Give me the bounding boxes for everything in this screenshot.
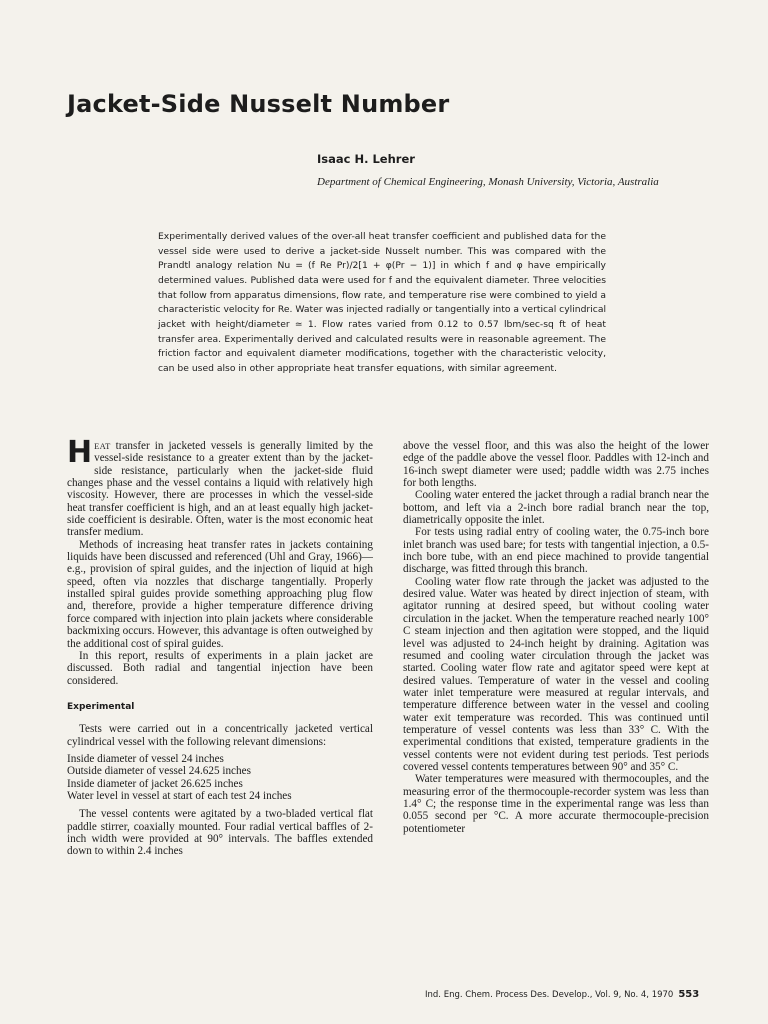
dimension-item: Water level in vessel at start of each test 24 inches (67, 789, 292, 802)
page-number: 553 (678, 989, 700, 1000)
dimension-list (67, 753, 373, 802)
page-footer (425, 989, 699, 1000)
left-column (67, 435, 373, 858)
body-paragraph: above the vessel floor, and this was also the height of the lower edge of the paddle above the vessel floor. Paddles with 12-inch and 16-inch swept diameter were used; paddle width was 2.75 inches for both lengths. (403, 440, 709, 490)
intro-paragraph (67, 435, 373, 539)
dimension-item: Inside diameter of jacket 26.625 inches (67, 777, 243, 790)
intro-text: transfer in jacketed vessels is generally limited by the vessel-side resistance to a greater extent than by the jacket-side resistance, particularly when the jacket-side fluid changes phase and the vessel contains a liquid with relatively high viscosity. However, there are processes in which the vessel-side heat transfer coefficient is high, and an at least equally high jacket-side coefficient is desirable. Often, water is the most economic heat transfer medium. (67, 440, 373, 539)
dimension-item: Inside diameter of vessel 24 inches (67, 752, 224, 765)
author-name: Isaac H. Lehrer (317, 152, 415, 166)
body-paragraph: Water temperatures were measured with thermocouples, and the measuring error of the thermocouple-recorder system was less than 1.4° C; the response time in the experimental range was less than 0.055 second per °C. A more accurate thermocouple-precision potentiometer (403, 773, 709, 835)
body-paragraph: In this report, results of experiments in a plain jacket are discussed. Both radial and tangential injection have been considered. (67, 649, 373, 687)
body-paragraph: Methods of increasing heat transfer rates in jackets containing liquids have been discussed and referenced (Uhl and Gray, 1966)—e.g., provision of spiral guides, and the injection of liquid at high speed, often via nozzles that discharge tangentially. Properly installed spiral guides provide something approaching plug flow and, therefore, provide a higher temperature difference driving force compared with injection into plain jackets where considerable backmixing occurs. However, this advantage is often outweighed by the additional cost of spiral guides. (67, 538, 373, 650)
author-affiliation: Department of Chemical Engineering, Monash University, Victoria, Australia (317, 176, 659, 188)
body-paragraph: For tests using radial entry of cooling water, the 0.75-inch bore inlet branch was used bare; for tests with tangential injection, a 0.5-inch bore tube, with an end piece machined to provide tangential discharge, was fitted through this branch. (403, 526, 709, 576)
article-title: Jacket-Side Nusselt Number (67, 90, 450, 118)
body-paragraph: Cooling water entered the jacket through a radial branch near the bottom, and left via a 2-inch bore radial branch near the top, diametrically opposite the inlet. (403, 489, 709, 527)
dimension-item: Outside diameter of vessel 24.625 inches (67, 765, 251, 778)
intro-smallcaps: EAT (94, 441, 111, 451)
body-paragraph: The vessel contents were agitated by a two-bladed vertical flat paddle stirrer, coaxially mounted. Four radial vertical baffles of 2-inch width were provided at 90° intervals. The baffles extended down to within 2.4 inches (67, 808, 373, 858)
body-paragraph: Cooling water flow rate through the jacket was adjusted to the desired value. Water was heated by direct injection of steam, with agitator running at desired speed, but without cooling water circulation in the jacket. When the temperature reached nearly 100° C steam injection and then agitation were stopped, and the liquid level was adjusted to 24-inch height by draining. Agitation was resumed and cooling water circulation through the jacket was started. Cooling water flow rate and agitator speed were kept at desired values. Temperature of water in the vessel and cooling water inlet temperature were measured at regular intervals, and temperature difference between water in the vessel and cooling water exit temperature was recorded. This was continued until temperature of vessel contents was less than 33° C. With the experimental conditions that existed, temperature gradients in the vessel contents were not evident during test periods. Test periods covered vessel contents temperatures between 90° and 35° C. (403, 575, 709, 773)
drop-cap: H (67, 435, 93, 470)
journal-citation: Ind. Eng. Chem. Process Des. Develop., Vol. 9, No. 4, 1970 (425, 990, 674, 1000)
body-paragraph: Tests were carried out in a concentrically jacketed vertical cylindrical vessel with the following relevant dimensions: (67, 723, 373, 748)
abstract: Experimentally derived values of the over-all heat transfer coefficient and published data for the vessel side were used to derive a jacket-side Nusselt number. This was compared with the Prandtl analogy relation Nu = (f Re Pr)/2[1 + φ(Pr − 1)] in which f and φ have empirically determined values. Published data were used for f and the equivalent diameter. Three velocities that follow from apparatus dimensions, flow rate, and temperature rise were combined to yield a characteristic velocity for Re. Water was injected radially or tangentially into a vertical cylindrical jacket with height/diameter ≃ 1. Flow rates varied from 0.12 to 0.57 lbm/sec-sq ft of heat transfer area. Experimentally derived and calculated results were in reasonable agreement. The friction factor and equivalent diameter modifications, together with the characteristic velocity, can be used also in other appropriate heat transfer equations, with similar agreement. (158, 231, 606, 374)
right-column (403, 440, 709, 835)
section-heading-experimental: Experimental (67, 701, 135, 712)
